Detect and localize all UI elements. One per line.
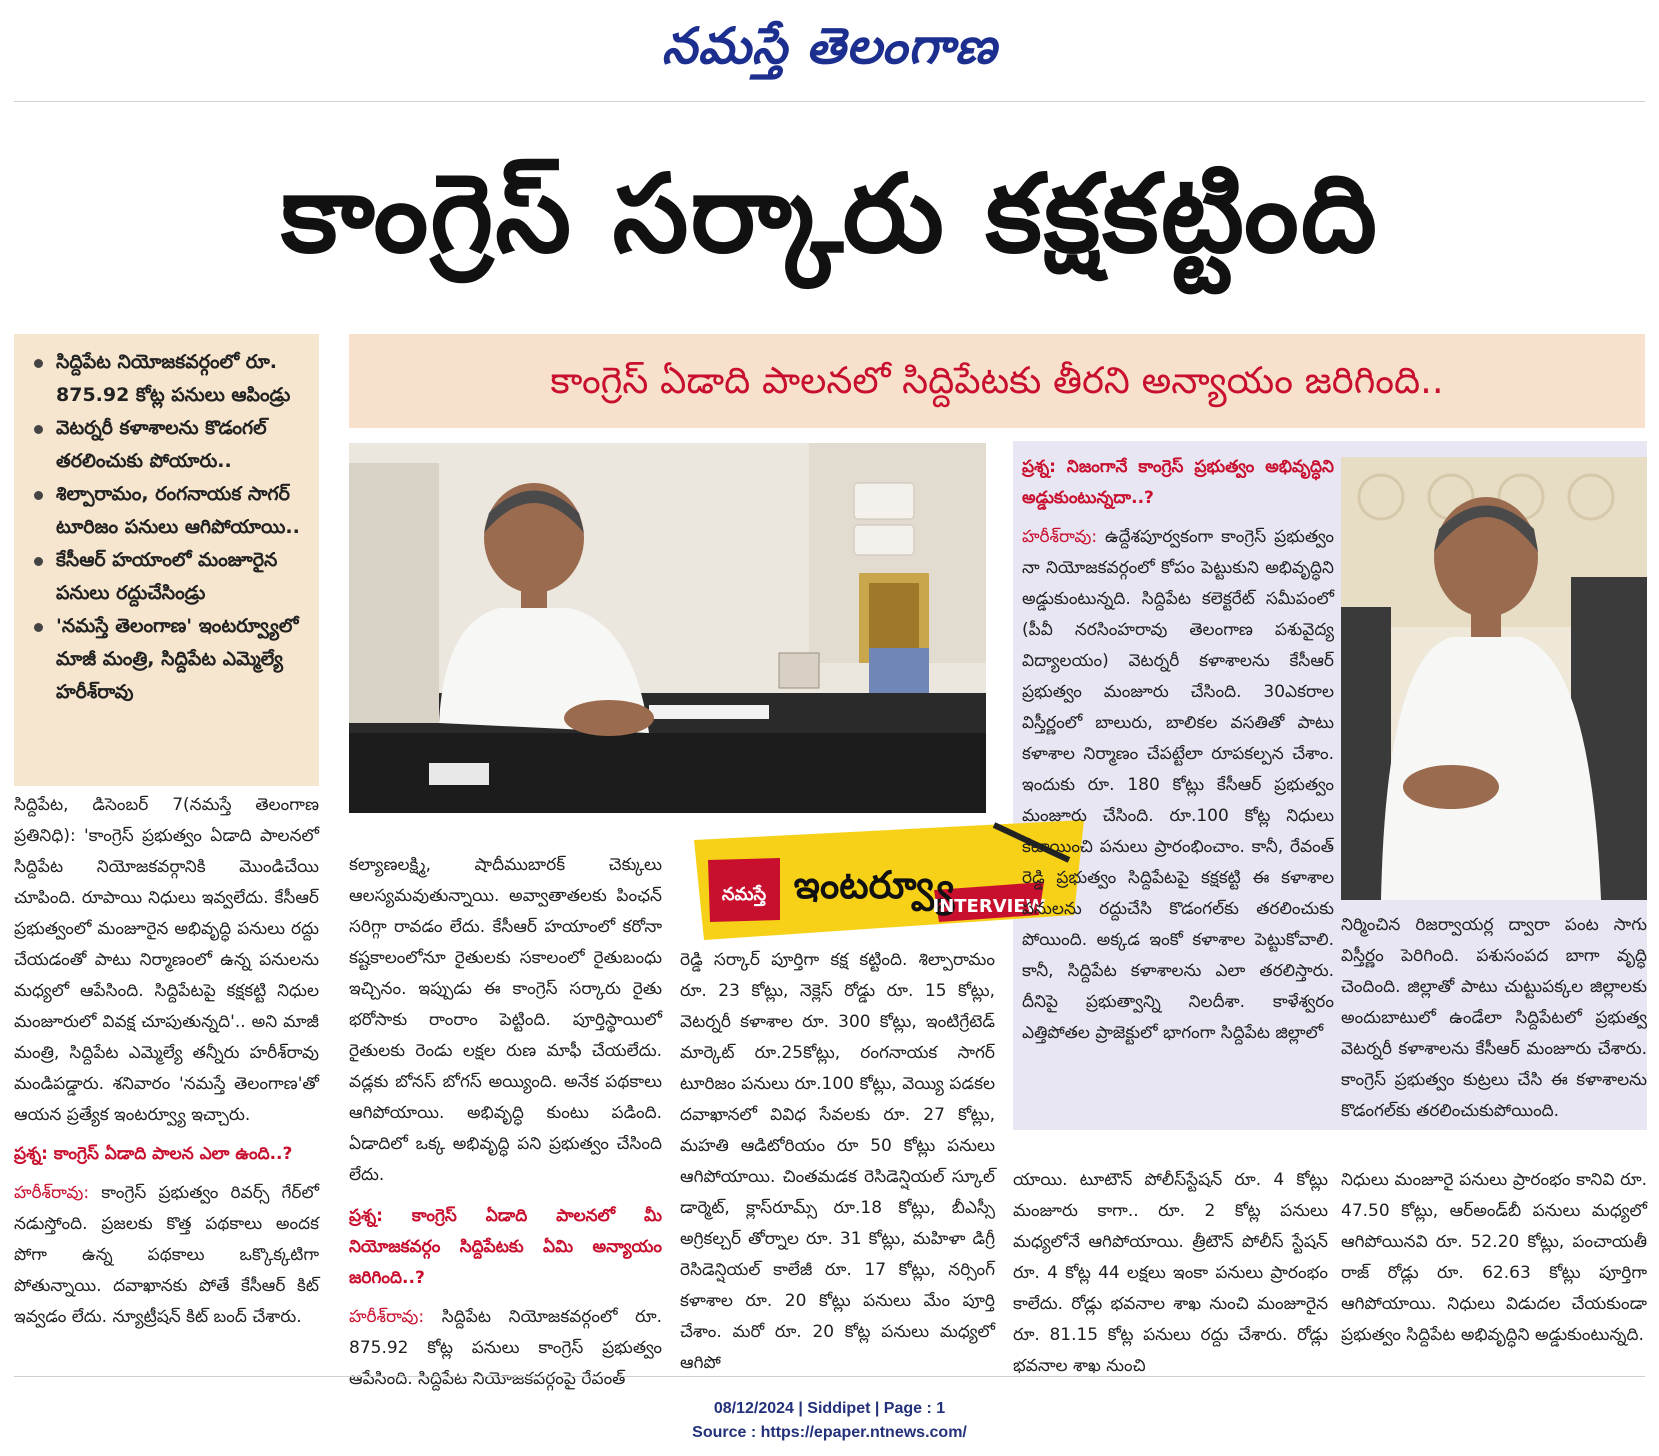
footer-source: Source : https://epaper.ntnews.com/ — [692, 1424, 967, 1441]
masthead — [0, 6, 1659, 86]
article-paragraph: నిధులు మంజూరై పనులు ప్రారంభం కానివి రూ. 47.50 కోట్లు, ఆర్‌అండ్‌బీ పనులు మధ్యలో ఆగిపోయినవి రూ. 52.20 కోట్లు, పంచాయతీ రాజ్ రోడ్లు రూ. 62.63 కోట్లు పూర్తిగా ఆగిపోయాయి. నిధులు విడుదల చేయకుండా ప్రభుత్వం సిద్దిపేట అభివృద్ధిని అడ్డుకుంటున్నది. — [1341, 1170, 1647, 1345]
footer-date-edition: 08/12/2024 | Siddipet | Page : 1 — [713, 1400, 946, 1417]
article-column-3 — [680, 945, 995, 1373]
article-column-5-continued — [1341, 1165, 1647, 1370]
bullet-icon — [34, 359, 43, 368]
highlight-item: శిల్పారామం, రంగనాయక సాగర్ టూరిజం పనులు ఆగిపోయాయి.. — [22, 478, 311, 544]
bullet-icon — [34, 557, 43, 566]
article-column-4 — [1022, 452, 1334, 1132]
bullet-icon — [34, 491, 43, 500]
article-paragraph: కల్యాణలక్ష్మి, షాదీముబారక్ చెక్కులు ఆలస్యమవుతున్నాయి. అవ్వాతాతలకు పింఛన్ సరిగ్గా రావడం లేదు. కేసీఆర్ హయాంలో కరోనా కష్టకాలంలోనూ రైతులకు సకాలంలో రైతుబంధు ఇచ్చినం. ఇప్పుడు ఈ కాంగ్రెస్ సర్కారు రైతు భరోసాకు రాంరాం పెట్టింది. పూర్తిస్థాయిలో రైతులకు రెండు లక్షల రుణ మాఫీ చేయలేదు. వడ్లకు బోనస్ బోగస్ అయ్యింది. అనేక పథకాలు ఆగిపోయాయి. అభివృద్ధి కుంటు పడింది. ఏడాదిలో ఒక్క అభివృద్ధి పని ప్రభుత్వం చేసింది లేదు. — [349, 855, 662, 1185]
highlight-item: సిద్దిపేట నియోజకవర్గంలో రూ. 875.92 కోట్ల పనులు ఆపిండ్రు — [22, 346, 311, 412]
highlight-item: వెటర్నరీ కళాశాలను కొడంగల్ తరలించుకు పోయారు.. — [22, 412, 311, 478]
answer-3: హరీశ్‌రావు: ఉద్దేశపూర్వకంగా కాంగ్రెస్ ప్రభుత్వం నా నియోజకవర్గంలో కోపం పెట్టుకుని అభివృద్ధిని అడ్డుకుంటున్నది. సిద్దిపేట కలెక్టరేట్ సమీపంలో (పీవీ నరసింహరావు తెలంగాణ పశువైద్య విద్యాలయం) వెటర్నరీ కళాశాలను కేసీఆర్ ప్రభుత్వం మంజూరు చేసింది. 30ఎకరాల విస్తీర్ణంలో బాలురు, బాలికల వసతితో పాటు కళాశాల నిర్మాణం చేపట్టేలా రూపకల్పన చేశాం. ఇందుకు రూ. 180 కోట్లు కేసీఆర్ ప్రభుత్వం మంజూరు చేసింది. రూ.100 కోట్ల నిధులు కేటాయించి పనులు ప్రారంభించాం. కానీ, రేవంత్ రెడ్డి ప్రభుత్వం సిద్దిపేటపై కక్షకట్టి ఈ కళాశాల పనులను రద్దుచేసి కొడంగల్‌కు తరలించుకు పోయింది. అక్కడ ఇంకో కళాశాల పెట్టుకోవాలి. కానీ, సిద్దిపేట కళాశాలను ఎలా తరలిస్తారు. దీనిపై ప్రభుత్వాన్ని నిలదీశా. కాళేశ్వరం ఎత్తిపోతల ప్రాజెక్టులో భాగంగా సిద్దిపేట జిల్లాలో — [1022, 527, 1334, 1043]
bullet-icon — [34, 425, 43, 434]
article-column-4-continued — [1013, 1165, 1328, 1376]
article-column-1 — [14, 790, 319, 1370]
banner-sub-text: INTERVIEW — [932, 896, 1046, 917]
question-2: ప్రశ్న: కాంగ్రెస్ ఏడాది పాలనలో మీ నియోజకవర్గం సిద్దిపేటకు ఏమి అన్యాయం జరిగింది..? — [349, 1206, 662, 1288]
article-intro: సిద్దిపేట, డిసెంబర్ 7(నమస్తే తెలంగాణ ప్రతినిధి): 'కాంగ్రెస్ ప్రభుత్వం ఏడాది పాలనలో సిద్దిపేట నియోజకవర్గానికి మొండిచేయి చూపింది. రూపాయి నిధులు ఇవ్వలేదు. కేసీఆర్ ప్రభుత్వంలో మంజూరైన అభివృద్ధి పనులు రద్దు చేయడంతో పాటు నిర్మాణంలో ఉన్న పనులను మధ్యలో ఆపేసింది. సిద్దిపేటపై కక్షకట్టి నిధుల మంజూరులో వివక్ష చూపుతున్నది'.. అని మాజీ మంత్రి, సిద్దిపేట ఎమ్మెల్యే తన్నీరు హరీశ్‌రావు మండిపడ్డారు. శనివారం 'నమస్తే తెలంగాణ'తో ఆయన ప్రత్యేక ఇంటర్వ్యూ ఇచ్చారు. — [14, 795, 319, 1125]
interview-photo-smiling — [1341, 457, 1647, 900]
answer-1: హరీశ్‌రావు: కాంగ్రెస్ ప్రభుత్వం రివర్స్ గేర్‌లో నడుస్తోంది. ప్రజలకు కొత్త పథకాలు అందక పోగా ఉన్న పథకాలు ఒక్కొక్కటిగా పోతున్నాయి. దవాఖానకు పోతే కేసీఆర్ కిట్ ఇవ్వడం లేదు. న్యూట్రీషన్ కిట్ బంద్ చేశారు. — [14, 1183, 320, 1327]
top-divider — [14, 101, 1645, 102]
photo-illustration — [1341, 457, 1647, 900]
question-3: ప్రశ్న: నిజంగానే కాంగ్రెస్ ప్రభుత్వం అభివృద్ధిని అడ్డుకుంటున్నదా..? — [1022, 457, 1334, 508]
article-paragraph: రెడ్డి సర్కార్ పూర్తిగా కక్ష కట్టింది. శిల్పారామం రూ. 23 కోట్లు, నెక్లెస్ రోడ్డు రూ. 15 కోట్లు, వెటర్నరీ కళాశాల రూ. 300 కోట్లు, ఇంటిగ్రేటెడ్ మార్కెట్ రూ.25కోట్లు, రంగనాయక సాగర్ టూరిజం పనులు రూ.100 కోట్లు, వెయ్యి పడకల దవాఖానలో వివిధ సేవలకు రూ. 27 కోట్లు, మహతి ఆడిటోరియం రూ 50 కోట్లు పనులు ఆగిపోయాయి. చింతమడక రెసిడెన్షియల్ స్కూల్ డార్మెట్, క్లాస్‌రూమ్స్ రూ.18 కోట్లు, బీఎస్సీ అగ్రికల్చర్ తోర్నాల రూ. 31 కోట్లు, మహిళా డిగ్రీ రెసిడెన్షియల్ కాలేజీ రూ. 17 కోట్లు, నర్సింగ్ కళాశాల రూ. 20 కోట్లు పనులు మేం పూర్తి చేశాం. మరో రూ. 20 కోట్ల పనులు మధ్యలో ఆగిపో — [680, 950, 995, 1373]
highlight-item: కేసీఆర్ హయాంలో మంజూరైన పనులు రద్దుచేసిండ్రు — [22, 544, 311, 610]
main-headline: కాంగ్రెస్ సర్కారు కక్షకట్టింది — [281, 152, 1379, 277]
highlight-item: 'నమస్తే తెలంగాణ' ఇంటర్వ్యూలో మాజీ మంత్రి, సిద్దిపేట ఎమ్మెల్యే హరీశ్‌రావు — [22, 610, 311, 709]
article-column-2 — [349, 850, 662, 1389]
bottom-divider — [14, 1376, 1645, 1377]
highlights-box — [14, 334, 319, 786]
photo-illustration — [349, 443, 986, 813]
article-column-5 — [1341, 910, 1647, 1130]
banner-top-text: నమస్తే — [721, 884, 767, 905]
article-paragraph: నిర్మించిన రిజర్వాయర్ల ద్వారా పంట సాగు విస్తీర్ణం పెరిగింది. పశుసంపద బాగా వృద్ధి చెందింది. జిల్లాతో పాటు చుట్టుపక్కల జిల్లాలకు అందుబాటులో ఉండేలా సిద్దిపేటలో ప్రభుత్వ వెటర్నరీ కళాశాలను కేసీఆర్ మంజూరు చేశారు. కాంగ్రెస్ ప్రభుత్వం కుట్రలు చేసి ఈ కళాశాలను కొడంగల్‌కు తరలించుకుపోయింది. — [1341, 915, 1647, 1121]
article-paragraph: యాయి. టూటౌన్ పోలీస్‌స్టేషన్ రూ. 4 కోట్లు మంజూరు కాగా.. రూ. 2 కోట్ల పనులు మధ్యలోనే ఆగిపోయాయి. త్రీటౌన్ పోలీస్ స్టేషన్ రూ. 4 కోట్ల 44 లక్షలు ఇంకా పనులు ప్రారంభం కాలేదు. రోడ్లు భవనాల శాఖ నుంచి మంజూరైన రూ. 81.15 కోట్ల పనులు రద్దు చేశారు. రోడ్లు భవనాల శాఖ నుంచి — [1013, 1170, 1328, 1376]
question-1: ప్రశ్న: కాంగ్రెస్ ఏడాది పాలన ఎలా ఉంది..? — [14, 1144, 293, 1164]
kicker-subheadline: కాంగ్రెస్ ఏడాది పాలనలో సిద్దిపేటకు తీరని అన్యాయం జరిగింది.. — [349, 334, 1645, 428]
interview-photo-desk — [349, 443, 986, 813]
answer-2: హరీశ్‌రావు: సిద్దిపేట నియోజకవర్గంలో రూ. 875.92 కోట్ల పనులు కాంగ్రెస్ ప్రభుత్వం ఆపేసింది. సిద్దిపేట నియోజకవర్గంపై రేవంత్ — [349, 1307, 662, 1389]
masthead-logo: నమస్తే తెలంగాణ — [661, 17, 998, 75]
bullet-icon — [34, 623, 43, 632]
banner-main-text: ఇంటర్వ్యూ — [793, 863, 955, 907]
